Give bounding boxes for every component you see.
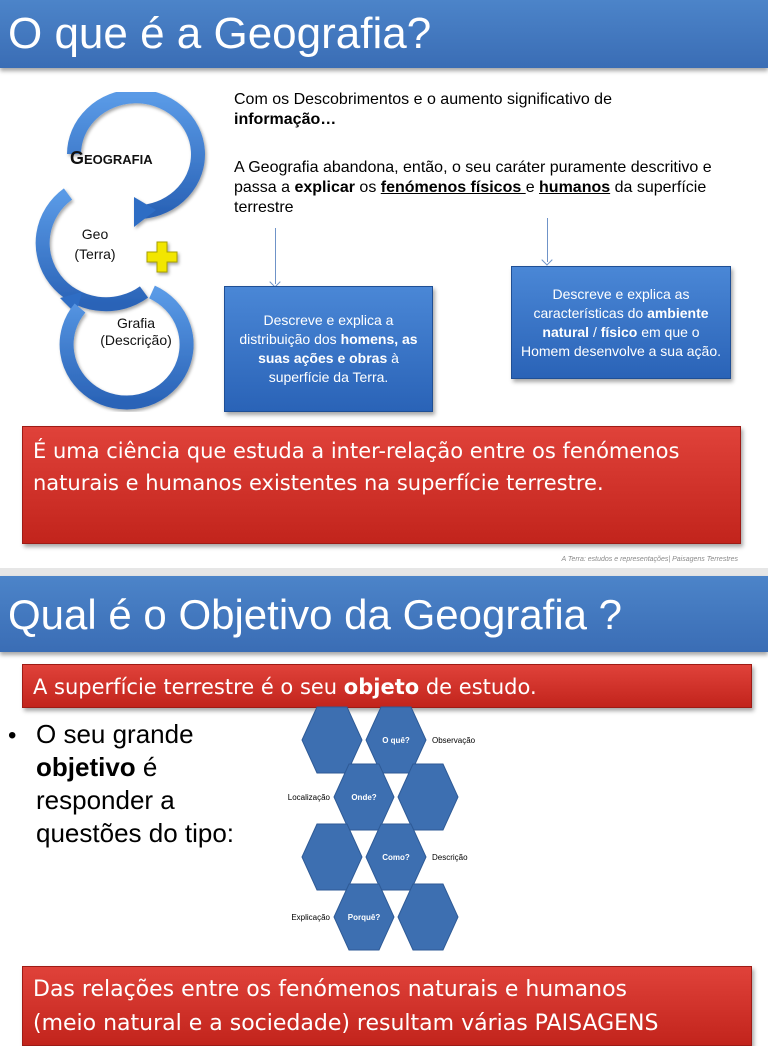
physical-geography-box: Descreve e explica as características do ambiente natural / físico em que o Homem desenvolve a sua ação.	[511, 266, 731, 379]
slide1-title: O que é a Geografia?	[8, 9, 432, 58]
slide1-title-bar	[0, 0, 768, 68]
object-banner: A superfície terrestre é o seu objeto de estudo.	[22, 664, 752, 708]
arrow-to-human-box	[275, 228, 276, 284]
question-text: Porquê?	[347, 913, 381, 922]
ring-top-arrowhead	[134, 197, 156, 227]
slide2-title-bar	[0, 576, 768, 652]
geo-label: Geo (Terra)	[74, 226, 116, 262]
objective-bullet: •	[8, 722, 17, 749]
question-text: Como?	[382, 853, 410, 862]
hexagon	[398, 764, 458, 830]
question-category-label: Localização	[287, 793, 330, 802]
diagram-heading: GEOGRAFIA	[70, 148, 153, 168]
question-text: Onde?	[351, 793, 377, 802]
hexagon	[302, 707, 362, 773]
questions-hexagon-diagram	[280, 704, 500, 956]
explanation-paragraph: A Geografia abandona, então, o seu caráter puramente descritivo e passa a explicar os fenómenos físicos e humanos da superfície terrestre	[234, 159, 712, 216]
slide2-title: Qual é o Objetivo da Geografia ?	[8, 591, 623, 638]
question-category-label: Observação	[432, 736, 476, 745]
human-geography-box: Descreve e explica a distribuição dos homens, as suas ações e obras à superfície da Terra.	[224, 286, 433, 412]
plus-icon	[147, 242, 177, 272]
question-text: O quê?	[382, 736, 410, 745]
hexagon	[302, 824, 362, 890]
source-caption: A Terra: estudos e representações| Paisagens Terrestres	[561, 556, 738, 563]
arrow-to-physical-box	[547, 218, 548, 262]
objective-text: O seu grande objetivo é responder a questões do tipo:	[36, 719, 235, 848]
definition-box: É uma ciência que estuda a inter-relação entre os fenómenos naturais e humanos existentes na superfície terrestre.	[22, 426, 741, 544]
landscape-box: Das relações entre os fenómenos naturais e humanos (meio natural e a sociedade) resultam várias PAISAGENS	[22, 966, 752, 1046]
hexagon	[398, 884, 458, 950]
question-category-label: Descrição	[432, 853, 468, 862]
slide-geography-objective	[0, 576, 768, 1036]
slide-separator	[0, 568, 768, 576]
question-category-label: Explicação	[291, 913, 330, 922]
intro-paragraph: Com os Descobrimentos e o aumento significativo de informação…	[234, 91, 612, 128]
grafia-label: Grafia (Descrição)	[100, 315, 172, 348]
